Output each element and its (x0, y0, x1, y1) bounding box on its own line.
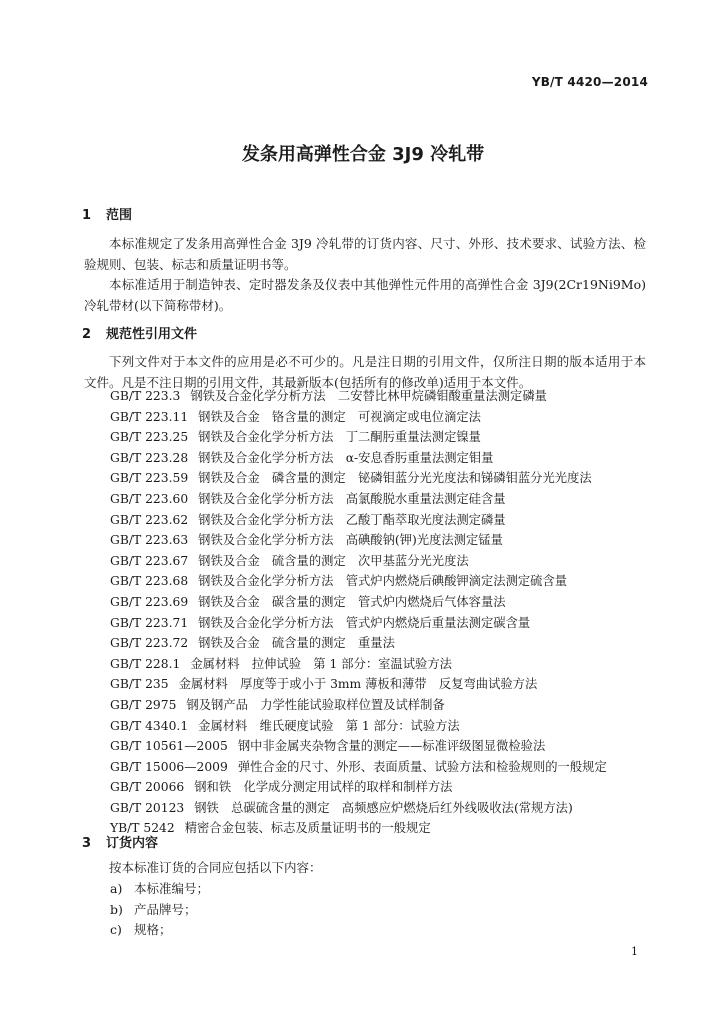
reference-code: GB/T 10561—2005 (110, 739, 228, 754)
reference-code: GB/T 20123 (110, 800, 185, 815)
reference-item (110, 654, 607, 675)
order-content-list (110, 879, 209, 941)
reference-name: 钢铁及合金化学分析方法 高氯酸脱水重量法测定硅含量 (198, 491, 506, 506)
reference-item (110, 818, 607, 839)
document-title: 发条用高弹性合金 3J9 冷轧带 (241, 144, 485, 165)
reference-item (110, 633, 607, 654)
reference-item (110, 448, 607, 469)
section-2-paragraph-1: 下列文件对于本文件的应用是必不可少的。凡是注日期的引用文件，仅所注日期的版本适用于本文件。凡是不注日期的引用文件，其最新版本(包括所有的修改单)适用于本文件。 (84, 354, 646, 390)
normative-references-list (110, 386, 607, 839)
reference-code: GB/T 223.11 (110, 409, 189, 424)
reference-item (110, 427, 607, 448)
reference-name: 钢铁及合金 铬含量的测定 可视滴定或电位滴定法 (198, 409, 481, 424)
reference-item (110, 757, 607, 778)
section-number: 1 (82, 208, 92, 223)
reference-item (110, 510, 607, 531)
reference-name: 钢和铁 化学成分测定用试样的取样和制样方法 (194, 780, 453, 795)
reference-name: 钢铁及合金化学分析方法 管式炉内燃烧后碘酸钾滴定法测定硫含量 (198, 574, 568, 589)
reference-item (110, 407, 607, 428)
reference-code: GB/T 223.72 (110, 636, 189, 651)
reference-code: GB/T 228.1 (110, 656, 181, 671)
reference-item (110, 613, 607, 634)
reference-code: GB/T 223.71 (110, 615, 189, 630)
reference-code: GB/T 223.59 (110, 471, 189, 486)
reference-code: GB/T 223.67 (110, 553, 189, 568)
section-2-heading (82, 323, 197, 342)
section-title: 规范性引用文件 (106, 327, 198, 342)
reference-item (110, 777, 607, 798)
reference-name: 钢铁及合金化学分析方法 高碘酸钠(钾)光度法测定锰量 (198, 533, 503, 548)
section-1-heading (82, 204, 132, 223)
section-number: 3 (82, 836, 92, 851)
reference-name: 钢中非金属夹杂物含量的测定——标准评级图显微检验法 (237, 739, 546, 754)
reference-item (110, 736, 607, 757)
reference-code: GB/T 15006—2009 (110, 759, 228, 774)
list-item (110, 900, 209, 921)
reference-code: GB/T 4340.1 (110, 718, 189, 733)
reference-code: GB/T 223.25 (110, 430, 189, 445)
reference-item (110, 674, 607, 695)
reference-item (110, 798, 607, 819)
reference-code: GB/T 223.68 (110, 574, 189, 589)
reference-code: GB/T 223.3 (110, 389, 181, 403)
list-item-text: 本标准编号； (134, 881, 210, 896)
reference-code: GB/T 223.69 (110, 594, 189, 609)
reference-code: GB/T 223.28 (110, 450, 189, 465)
reference-name: 钢铁及合金 硫含量的测定 次甲基蓝分光光度法 (198, 553, 469, 568)
list-item-marker: b) (110, 901, 123, 917)
reference-name: 钢及钢产品 力学性能试验取样位置及试样制备 (186, 697, 445, 712)
section-3-paragraph-1: 按本标准订货的合同应包括以下内容： (109, 860, 322, 875)
reference-name: 钢铁及合金化学分析方法 丁二酮肟重量法测定镍量 (198, 430, 481, 445)
reference-name: 钢铁及合金化学分析方法 二安替比林甲烷磷钼酸重量法测定磷量 (190, 389, 547, 403)
list-item (110, 920, 209, 941)
reference-item (110, 530, 607, 551)
reference-name: 钢铁 总碳硫含量的测定 高频感应炉燃烧后红外线吸收法(常规方法) (194, 800, 573, 815)
reference-name: 钢铁及合金 硫含量的测定 重量法 (198, 636, 395, 651)
section-3-heading (82, 832, 158, 851)
reference-name: 钢铁及合金化学分析方法 乙酸丁酯萃取光度法测定磷量 (198, 512, 506, 527)
list-item-text: 规格； (134, 922, 172, 937)
reference-name: 金属材料 维氏硬度试验 第 1 部分：试验方法 (198, 718, 460, 733)
section-title: 范围 (106, 208, 133, 223)
reference-item (110, 386, 607, 407)
reference-code: YB/T 5242 (110, 821, 175, 836)
reference-name: 钢铁及合金 碳含量的测定 管式炉内燃烧后气体容量法 (198, 594, 506, 609)
reference-name: 弹性合金的尺寸、外形、表面质量、试验方法和检验规则的一般规定 (237, 759, 607, 774)
reference-name: 钢铁及合金化学分析方法 管式炉内燃烧后重量法测定碳含量 (198, 615, 531, 630)
list-item-text: 产品牌号； (134, 901, 197, 917)
page-number: 1 (631, 945, 638, 958)
list-item (110, 879, 209, 900)
reference-name: 钢铁及合金 磷含量的测定 铋磷钼蓝分光光度法和锑磷钼蓝分光光度法 (198, 471, 592, 486)
reference-item (110, 571, 607, 592)
reference-code: GB/T 235 (110, 677, 169, 692)
reference-item (110, 716, 607, 737)
standard-code-header: YB/T 4420—2014 (531, 75, 648, 89)
list-item-marker: a) (110, 881, 123, 896)
reference-name: 金属材料 拉伸试验 第 1 部分：室温试验方法 (190, 656, 452, 671)
reference-code: GB/T 223.62 (110, 512, 189, 527)
section-1-paragraph-1: 本标准规定了发条用高弹性合金 3J9 冷轧带的订货内容、尺寸、外形、技术要求、试验方法、检验规则、包装、标志和质量证明书等。 (84, 236, 646, 272)
reference-item (110, 468, 607, 489)
section-1-paragraph-2: 本标准适用于制造钟表、定时器发条及仪表中其他弹性元件用的高弹性合金 3J9(2Cr19Ni9Mo)冷轧带材(以下简称带材)。 (84, 277, 646, 313)
reference-item (110, 695, 607, 716)
section-title: 订货内容 (106, 836, 159, 851)
reference-code: GB/T 2975 (110, 697, 177, 712)
reference-code: GB/T 20066 (110, 780, 185, 795)
reference-item (110, 551, 607, 572)
reference-code: GB/T 223.60 (110, 491, 189, 506)
section-number: 2 (82, 327, 92, 342)
reference-name: 精密合金包装、标志及质量证明书的一般规定 (184, 821, 431, 836)
reference-name: 钢铁及合金化学分析方法 α-安息香肟重量法测定钼量 (198, 450, 494, 465)
reference-item (110, 592, 607, 613)
reference-name: 金属材料 厚度等于或小于 3mm 薄板和薄带 反复弯曲试验方法 (178, 677, 538, 692)
list-item-marker: c) (110, 922, 122, 937)
reference-code: GB/T 223.63 (110, 533, 189, 548)
reference-item (110, 489, 607, 510)
